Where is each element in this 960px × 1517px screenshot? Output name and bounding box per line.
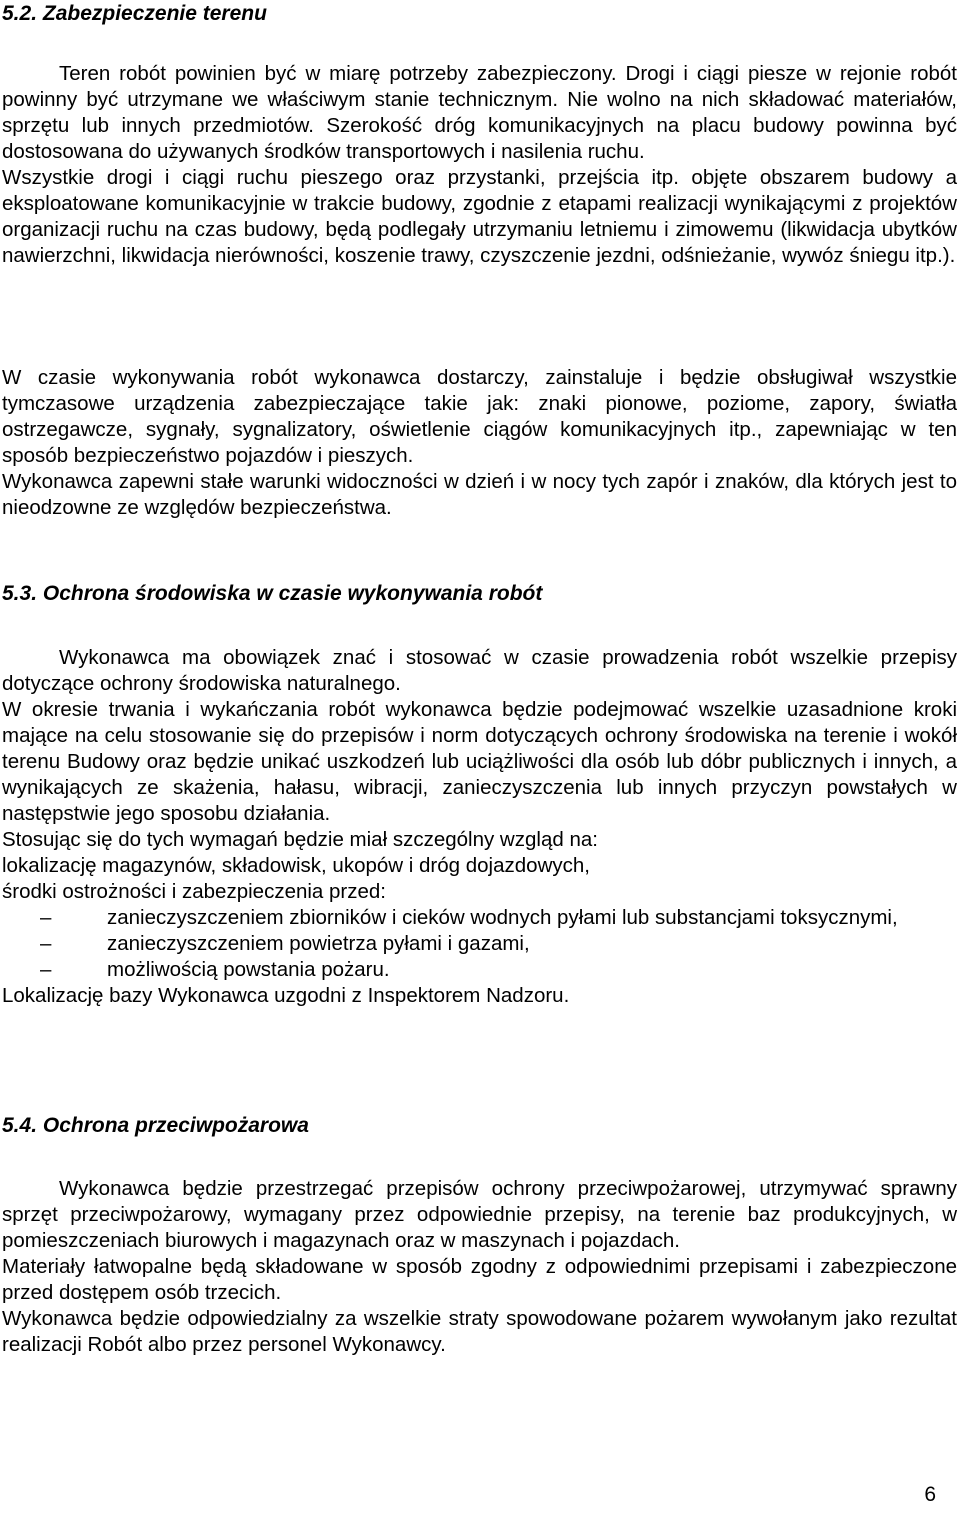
paragraph: Wykonawca zapewni stałe warunki widoczności w dzień i w nocy tych zapór i znaków, dla których jest to nieodzowne ze względów bezpieczeństwa. bbox=[2, 470, 957, 519]
section-heading-5-3: 5.3. Ochrona środowiska w czasie wykonywania robót bbox=[2, 582, 543, 605]
section-heading-5-4: 5.4. Ochrona przeciwpożarowa bbox=[2, 1114, 309, 1137]
paragraph: W okresie trwania i wykańczania robót wykonawca będzie podejmować wszelkie uzasadnione kroki mające na celu stosowanie się do przepisów i norm dotyczących ochrony środowiska na terenie i wokół terenu Budowy oraz będzie unikać uszkodzeń lub uciążliwości dla osób lub dóbr publicznych i innych, a wynikających ze skażenia, hałasu, wibracji, zanieczyszczenia lub innych przyczyn powstałych w następstwie jego sposobu działania. bbox=[2, 698, 957, 825]
paragraph: Stosując się do tych wymagań będzie miał szczególny wzgląd na: bbox=[2, 828, 598, 851]
paragraph: Wykonawca będzie odpowiedzialny za wszelkie straty spowodowane pożarem wywołanym jako rezultat realizacji Robót albo przez personel Wykonawcy. bbox=[2, 1307, 957, 1356]
section-heading-5-2: 5.2. Zabezpieczenie terenu bbox=[2, 2, 267, 25]
paragraph: Wykonawca będzie przestrzegać przepisów ochrony przeciwpożarowej, utrzymywać sprawny sprzęt przeciwpożarowy, wymagany przez odpowiednie przepisy, na terenie baz produkcyjnych, w pomieszczeniach biurowych i magazynach oraz w maszynach i pojazdach. bbox=[2, 1177, 957, 1252]
list-item-text: zanieczyszczeniem powietrza pyłami i gazami, bbox=[107, 932, 530, 955]
dash-bullet: – bbox=[40, 958, 52, 981]
list-item-text: zanieczyszczeniem zbiorników i cieków wodnych pyłami lub substancjami toksycznymi, bbox=[107, 906, 898, 929]
paragraph: lokalizację magazynów, składowisk, ukopów i dróg dojazdowych, bbox=[2, 854, 590, 877]
section-5-3-body bbox=[2, 645, 957, 1009]
dash-bullet: – bbox=[40, 906, 52, 929]
page-number: 6 bbox=[924, 1483, 936, 1506]
paragraph: Lokalizację bazy Wykonawca uzgodni z Inspektorem Nadzoru. bbox=[2, 984, 570, 1007]
dash-bullet: – bbox=[40, 932, 52, 955]
paragraph: Materiały łatwopalne będą składowane w sposób zgodny z odpowiednimi przepisami i zabezpieczone przed dostępem osób trzecich. bbox=[2, 1255, 957, 1304]
section-5-2-body-2 bbox=[2, 365, 957, 521]
list-item bbox=[2, 957, 957, 983]
section-5-4-body bbox=[2, 1176, 957, 1358]
list-item-text: możliwością powstania pożaru. bbox=[107, 958, 390, 981]
paragraph: Wszystkie drogi i ciągi ruchu pieszego oraz przystanki, przejścia itp. objęte obszarem budowy a eksploatowane komunikacyjnie w trakcie budowy, zgodnie z etapami realizacji wynikającymi z projektów organizacji ruchu na czas budowy, będą podlegały utrzymaniu letniemu i zimowemu (likwidacja ubytków nawierzchni, likwidacja nierówności, koszenie trawy, czyszczenie jezdni, odśnieżanie, wywóz śniegu itp.). bbox=[2, 166, 957, 267]
paragraph: Wykonawca ma obowiązek znać i stosować w czasie prowadzenia robót wszelkie przepisy dotyczące ochrony środowiska naturalnego. bbox=[2, 646, 957, 695]
dash-list bbox=[2, 905, 957, 983]
paragraph: środki ostrożności i zabezpieczenia przed: bbox=[2, 880, 386, 903]
paragraph: Teren robót powinien być w miarę potrzeby zabezpieczony. Drogi i ciągi piesze w rejonie robót powinny być utrzymane we właściwym stanie technicznym. Nie wolno na nich składować materiałów, sprzętu lub innych przedmiotów. Szerokość dróg komunikacyjnych na placu budowy powinna być dostosowana do używanych środków transportowych i nasilenia ruchu. bbox=[2, 62, 957, 163]
paragraph: W czasie wykonywania robót wykonawca dostarczy, zainstaluje i będzie obsługiwał wszystkie tymczasowe urządzenia zabezpieczające takie jak: znaki pionowe, poziome, zapory, światła ostrzegawcze, sygnały, sygnalizatory, oświetlenie ciągów komunikacyjnych itp., zapewniając w ten sposób bezpieczeństwo pojazdów i pieszych. bbox=[2, 366, 957, 467]
list-item bbox=[2, 931, 957, 957]
section-5-2-body bbox=[2, 61, 957, 269]
list-item bbox=[2, 905, 957, 931]
